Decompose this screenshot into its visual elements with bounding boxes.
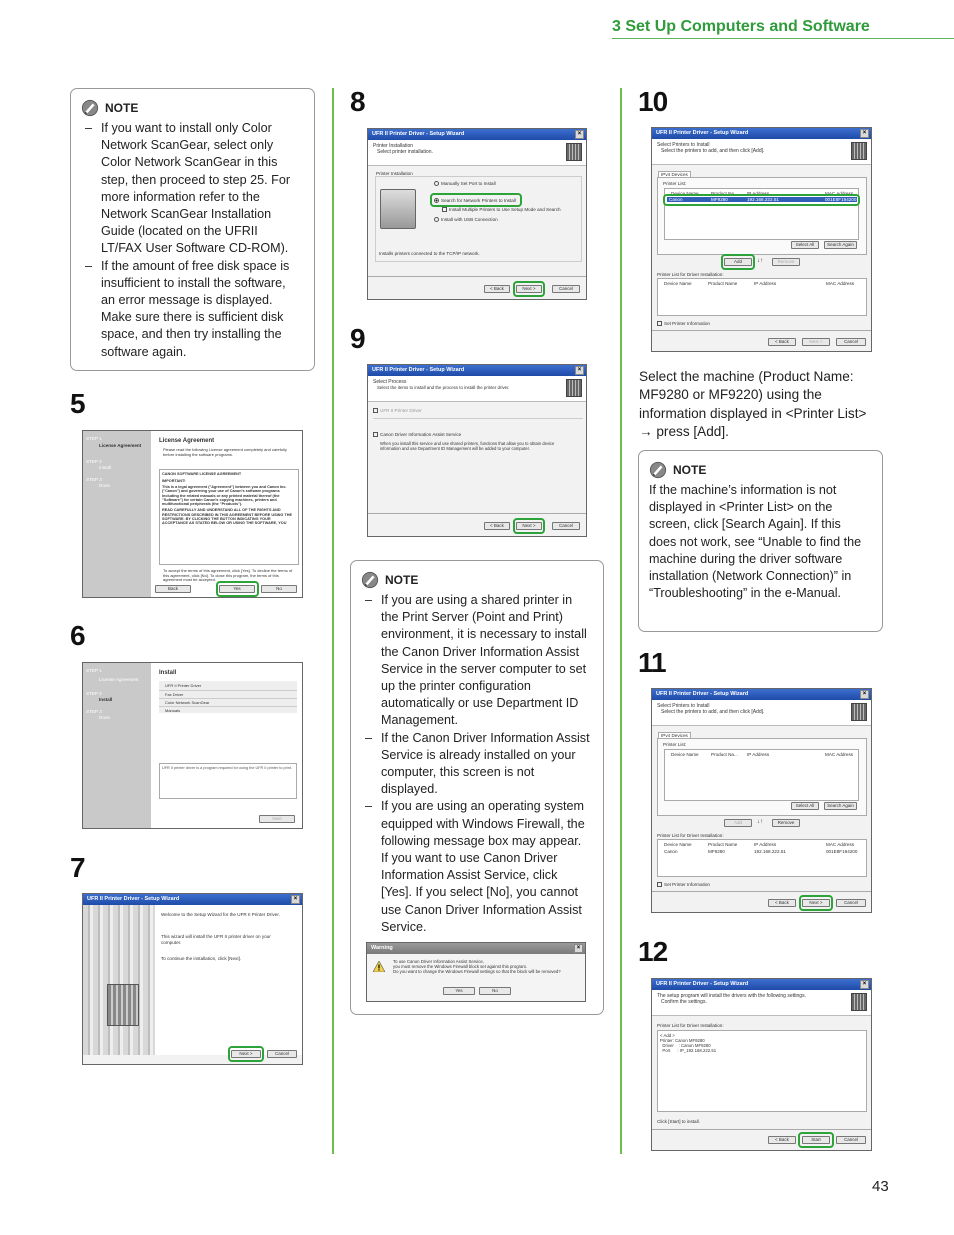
- back-button[interactable]: < Back: [484, 285, 510, 293]
- move-arrows-icon: ↓↑: [757, 258, 763, 264]
- column-header: Device Name: [671, 191, 699, 196]
- window-titlebar: [652, 979, 871, 990]
- step-number-9: 9: [350, 323, 365, 354]
- next-button[interactable]: Next >: [802, 338, 830, 346]
- step-label: License Agreement: [99, 443, 142, 448]
- close-icon[interactable]: ×: [860, 690, 869, 699]
- printer-cube-icon: [566, 143, 582, 161]
- option-multiple[interactable]: [442, 207, 561, 213]
- section-title: 3 Set Up Computers and Software: [612, 18, 954, 39]
- add-button[interactable]: Add: [724, 258, 752, 266]
- screen-heading: Printer Installation: [373, 143, 414, 149]
- step-label: STEP 3: [86, 709, 102, 714]
- license-body: This is a legal agreement ("Agreement") between you and Canon Inc. ("Canon") and governing your use of Canon's software programs including the related manuals or any printed material thereof (the "Software") for certain Canon's copying machines, printers and multifunctional peripherals (the "Products").: [162, 485, 287, 507]
- list-item: – If the Canon Driver Information Assist Service is already installed on your computer, this screen is not displayed.: [361, 730, 591, 799]
- add-button[interactable]: Add: [724, 819, 752, 827]
- printer-cube-icon: [107, 984, 139, 1026]
- item-label: UFR II Printer Driver: [380, 408, 422, 413]
- license-title: CANON SOFTWARE LICENSE AGREEMENT: [162, 472, 242, 476]
- window-title: UFR II Printer Driver - Setup Wizard: [656, 130, 749, 136]
- option-manual-port[interactable]: [434, 181, 496, 187]
- option-label: Search for Network Printers to Install: [441, 198, 516, 203]
- page-number: 43: [872, 1178, 889, 1195]
- table-cell: MF9280: [711, 197, 728, 202]
- screen-subheading: Confirm the settings.: [661, 999, 707, 1005]
- column-header: MAC Address: [826, 842, 855, 847]
- note-pencil-icon: [649, 461, 667, 479]
- column-header: IP Address: [747, 191, 770, 196]
- dialog-titlebar: [367, 943, 585, 954]
- step-number-11: 11: [638, 647, 666, 678]
- list-item[interactable]: Manuals: [165, 708, 181, 713]
- column-header: Product Na...: [711, 752, 738, 757]
- yes-button[interactable]: Yes: [443, 987, 475, 995]
- description-text: UFR II printer driver is a program required for using the UFR II printer to print.: [162, 766, 292, 770]
- note-list-middle: [361, 592, 591, 936]
- note-header: [81, 99, 302, 117]
- column-rule-left: [332, 88, 334, 1154]
- screenshot-select-process: [367, 364, 587, 537]
- column-header: IP Address: [754, 842, 777, 847]
- close-icon[interactable]: ×: [860, 129, 869, 138]
- close-icon[interactable]: ×: [574, 944, 583, 953]
- note-label: NOTE: [105, 101, 139, 115]
- search-again-button[interactable]: Search Again: [824, 802, 857, 810]
- option-label: Manually Set Port to Install: [441, 181, 496, 186]
- column-header: Device Name: [664, 842, 692, 847]
- no-button[interactable]: No: [261, 585, 297, 593]
- printer-cube-icon: [851, 703, 867, 721]
- screen-heading: Select Process: [373, 379, 407, 385]
- printer-cube-icon: [851, 993, 867, 1011]
- highlight-yes: [216, 581, 259, 597]
- step-label: STEP 2: [86, 691, 102, 696]
- window-titlebar: [368, 129, 586, 140]
- screen-heading: Select Printers to Install: [657, 142, 710, 148]
- list-item[interactable]: Color Network ScanGear: [159, 699, 297, 707]
- table-cell: 001E8F194200: [825, 197, 857, 202]
- step-number-12: 12: [638, 936, 668, 967]
- item-printer-driver[interactable]: [373, 408, 422, 414]
- screen-text: When you install this service and use shared printers, functions that allow you to obtain device information and use Department ID Management will be added to your computer.: [380, 441, 555, 451]
- cancel-button[interactable]: Cancel: [836, 899, 866, 907]
- note-header: [649, 461, 870, 479]
- screen-subheading: Select the printers to add, and then click [Add].: [661, 148, 765, 154]
- no-button[interactable]: No: [479, 987, 511, 995]
- item-label: Canon Driver Information Assist Service: [380, 432, 462, 437]
- cancel-button[interactable]: Cancel: [267, 1050, 297, 1058]
- note-list-left: [81, 120, 302, 361]
- settings-line: Port : IP_192.168.222.51: [660, 1048, 717, 1053]
- column-rule-right: [620, 88, 622, 1154]
- list-label: Printer List for Driver Installation:: [657, 833, 724, 838]
- settings-line: Driver : Canon MF9280: [660, 1043, 711, 1048]
- column-header: IP Address: [747, 752, 770, 757]
- printer-cube-icon: [851, 142, 867, 160]
- note-label: NOTE: [385, 573, 419, 587]
- warning-icon: [373, 961, 385, 972]
- tab-ipv4-devices[interactable]: IPv4 Devices: [658, 732, 691, 740]
- highlight-start: [798, 1132, 834, 1148]
- start-button[interactable]: Start: [802, 1136, 830, 1144]
- settings-line: < Add >: [660, 1033, 675, 1038]
- cancel-button[interactable]: Cancel: [552, 285, 580, 293]
- dialog-title: Warning: [371, 945, 393, 951]
- note-box-right: [638, 450, 883, 632]
- column-header: Device Name: [664, 281, 692, 286]
- step-number-8: 8: [350, 86, 365, 117]
- set-printer-info-checkbox[interactable]: [657, 321, 710, 327]
- highlight-next: [799, 895, 833, 911]
- table-cell: 192.168.222.51: [754, 849, 786, 854]
- screen-heading: Install: [159, 670, 177, 676]
- license-important: IMPORTANT!: [162, 479, 186, 483]
- column-header: IP Address: [754, 281, 777, 286]
- next-button[interactable]: Next: [259, 815, 295, 823]
- install-list[interactable]: [657, 278, 867, 316]
- screen-heading: License Agreement: [159, 438, 215, 444]
- close-icon[interactable]: ×: [575, 366, 584, 375]
- wizard-header: [368, 376, 586, 402]
- highlight-search-option: [430, 193, 522, 207]
- screenshot-firewall-warning: [366, 942, 586, 1002]
- dialog-text: Do you want to change the Windows Firewall settings so that the block will be removed?: [393, 969, 561, 974]
- note-text: If the machine’s information is not displayed in <Printer List> on the screen, click [Search Again]. If this does not work, see “Unable to find the machine during the driver software installation (Network Connection)” in “Troubleshooting” in the e-Manual.: [649, 483, 862, 601]
- window-titlebar: [368, 365, 586, 376]
- option-usb[interactable]: [434, 217, 498, 223]
- back-button[interactable]: < Back: [768, 1136, 796, 1144]
- license-caps: READ CAREFULLY AND UNDERSTAND ALL OF THE RIGHTS AND RESTRICTIONS DESCRIBED IN THIS AGREEMENT BEFORE USING THE SOFTWARE. BY CLICKING THE BUTTON INDICATING YOUR ACCEPTANCE AS STATED BELOW OR USING THE SOFTWARE, YOU: [162, 508, 293, 526]
- step-label: STEP 1: [86, 436, 102, 441]
- column-header: Product Na...: [711, 191, 738, 196]
- step-number-6: 6: [70, 620, 85, 651]
- install-list[interactable]: [657, 839, 867, 877]
- list-item: – If you are using a shared printer in the Print Server (Point and Print) environment, it is necessary to install the Canon Driver Information Assist Service in the server computer to set up the printer configuration automatically or use Department ID Management.: [361, 592, 591, 730]
- step-number-7: 7: [70, 852, 85, 883]
- step-label: STEP 3: [86, 477, 102, 482]
- screen-subheading: Select the items to install and the process to install the printer driver.: [377, 385, 510, 390]
- step-label: STEP 1: [86, 668, 102, 673]
- screen-text: To accept the terms of this agreement, click [Yes]. To decline the terms of this agreement, click [No]. To close this program, the terms of this agreement must be accepted.: [163, 568, 293, 583]
- wizard-header: [652, 139, 871, 165]
- remove-button[interactable]: Remove: [772, 258, 800, 266]
- list-item: – If the amount of free disk space is insufficient to install the software, an error message is displayed. Make sure there is sufficient disk space, and then try installing the software again.: [81, 258, 302, 361]
- window-titlebar: [652, 128, 871, 139]
- back-button[interactable]: < Back: [484, 522, 510, 530]
- step-label: Done: [99, 715, 110, 720]
- list-item: – If you are using an operating system equipped with Windows Firewall, the following message box may appear. If you want to use Canon Driver Information Assist Service, click [Yes]. If you select [No], you cannot use Canon Driver Information Assist Service.: [361, 798, 591, 936]
- next-button[interactable]: Next >: [516, 522, 542, 530]
- screenshot-printer-installation: [367, 128, 587, 300]
- screen-text: Please read the following License agreement completely and carefully before installing the software programs.: [163, 447, 287, 457]
- move-arrows-icon: ↓↑: [757, 819, 763, 825]
- cancel-button[interactable]: Cancel: [552, 522, 580, 530]
- list-label: Printer List:: [663, 742, 687, 747]
- search-again-button[interactable]: Search Again: [824, 241, 857, 249]
- cancel-button[interactable]: Cancel: [836, 338, 866, 346]
- screenshot-confirm-settings: [651, 978, 872, 1151]
- wizard-header: [652, 990, 871, 1016]
- screen-heading: The setup program will install the drivers with the following settings.: [657, 993, 806, 999]
- window-titlebar: [652, 689, 871, 700]
- window-title: UFR II Printer Driver - Setup Wizard: [87, 896, 180, 902]
- screenshot-printers-added: [651, 688, 872, 913]
- list-item[interactable]: Fax Driver: [159, 691, 297, 699]
- highlight-selected-row: [663, 194, 860, 206]
- column-header: Device Name: [671, 752, 699, 757]
- dialog-text: you must remove the Windows Firewall block set against this program.: [393, 964, 528, 969]
- yes-button[interactable]: Yes: [219, 585, 255, 593]
- column-header: Product Name: [708, 842, 738, 847]
- next-button[interactable]: Next >: [231, 1050, 261, 1058]
- step-label: STEP 2: [86, 459, 102, 464]
- note-label: NOTE: [673, 463, 707, 477]
- window-title: UFR II Printer Driver - Setup Wizard: [372, 131, 465, 137]
- step-label: License Agreement: [99, 677, 139, 682]
- screen-subheading: Select the printers to add, and then click [Add].: [661, 709, 765, 715]
- screen-text: This wizard will install the UFR II printer driver on your computer.: [161, 934, 271, 945]
- set-printer-info-checkbox[interactable]: [657, 882, 710, 888]
- note-pencil-icon: [361, 571, 379, 589]
- highlight-next: [513, 281, 545, 297]
- step-number-10: 10: [638, 86, 668, 117]
- checkbox-label: Set Printer Information: [664, 321, 710, 326]
- screen-text: Click [Start] to install.: [657, 1119, 700, 1124]
- list-item[interactable]: UFR II Printer Driver: [159, 681, 297, 691]
- column-header: Product Name: [708, 281, 738, 286]
- note-header: [361, 571, 591, 589]
- window-title: UFR II Printer Driver - Setup Wizard: [372, 367, 465, 373]
- step-label: Install: [99, 465, 112, 470]
- table-cell: Canon: [664, 849, 678, 854]
- remove-button[interactable]: Remove: [772, 819, 800, 827]
- settings-list[interactable]: [657, 1030, 867, 1112]
- cancel-button[interactable]: Cancel: [836, 1136, 866, 1144]
- wizard-header: [652, 700, 871, 726]
- option-label: Install with USB Connection: [441, 217, 498, 222]
- window-title: UFR II Printer Driver - Setup Wizard: [656, 981, 749, 987]
- printer-list[interactable]: [664, 749, 859, 801]
- dialog-text: To use Canon Driver Information Assist Service,: [393, 959, 484, 964]
- column-header: MAC Address: [826, 281, 855, 286]
- step-label: Done: [99, 483, 110, 488]
- list-label: Printer List for Driver Installation:: [657, 1023, 724, 1028]
- window-titlebar: [83, 894, 302, 905]
- note-box-left: [70, 88, 315, 371]
- screen-text: Welcome to the Setup Wizard for the UFR II Printer Driver.: [161, 912, 280, 917]
- wizard-header: [368, 140, 586, 166]
- option-label: Install Multiple Printers to Use Setup Mode and Search: [449, 207, 561, 212]
- close-icon[interactable]: ×: [291, 895, 300, 904]
- screen-subheading: Select printer installation.: [377, 149, 433, 155]
- step10-caption: Select the machine (Product Name: MF9280 or MF9220) using the information displayed in <Printer List> → press [Add].: [639, 369, 867, 440]
- tab-ipv4-devices[interactable]: IPv4 Devices: [658, 171, 691, 179]
- wizard-banner-image: [83, 905, 155, 1055]
- component-list: [159, 681, 297, 713]
- table-cell: MF9280: [708, 849, 725, 854]
- screenshot-license-agreement: [82, 430, 303, 598]
- description-box: [159, 763, 297, 799]
- table-cell: 192.168.222.51: [747, 197, 779, 202]
- screenshot-select-printers: [651, 127, 872, 352]
- step-label: Install: [99, 697, 113, 702]
- window-title: UFR II Printer Driver - Setup Wizard: [656, 691, 749, 697]
- screen-text: Installs printers connected to the TCP/IP network.: [379, 251, 480, 256]
- table-cell: Canon: [669, 197, 683, 202]
- step-number-5: 5: [70, 388, 85, 419]
- close-icon[interactable]: ×: [575, 130, 584, 139]
- highlight-add: [721, 254, 755, 270]
- table-cell: 001E8F194200: [826, 849, 858, 854]
- printer-cube-icon: [566, 379, 582, 397]
- license-textbox[interactable]: [159, 469, 299, 565]
- select-all-button[interactable]: Select All: [791, 241, 819, 249]
- item-assist-service[interactable]: [373, 432, 461, 438]
- checkbox-label: Set Printer Information: [664, 882, 710, 887]
- list-label: Printer List for Driver Installation:: [657, 272, 724, 277]
- back-button[interactable]: < Back: [768, 338, 796, 346]
- close-icon[interactable]: ×: [860, 980, 869, 989]
- list-item: – If you want to install only Color Network ScanGear, select only Color Network ScanGear in this step, then proceed to step 25. For more information refer to the Network ScanGear Installation Guide (located on the UFRII LT/FAX User Software CD-ROM).: [81, 120, 302, 258]
- next-button[interactable]: Next >: [516, 285, 542, 293]
- group-label: Printer Installation: [376, 171, 413, 176]
- highlight-next: [228, 1046, 264, 1062]
- column-header: MAC Address: [825, 191, 854, 196]
- back-button[interactable]: < Back: [768, 899, 796, 907]
- highlight-next: [513, 518, 545, 534]
- back-button[interactable]: Back: [155, 585, 191, 593]
- next-button[interactable]: Next >: [802, 899, 830, 907]
- screen-heading: Select Printers to Install: [657, 703, 710, 709]
- column-header: MAC Address: [825, 752, 854, 757]
- screenshot-welcome: [82, 893, 303, 1065]
- select-all-button[interactable]: Select All: [791, 802, 819, 810]
- screenshot-install: [82, 662, 303, 829]
- computer-icon: [380, 189, 416, 229]
- note-pencil-icon: [81, 99, 99, 117]
- screen-text: To continue the installation, click [Next].: [161, 956, 242, 961]
- settings-line: Printer: Canon MF9280: [660, 1038, 705, 1043]
- list-label: Printer List:: [663, 181, 687, 186]
